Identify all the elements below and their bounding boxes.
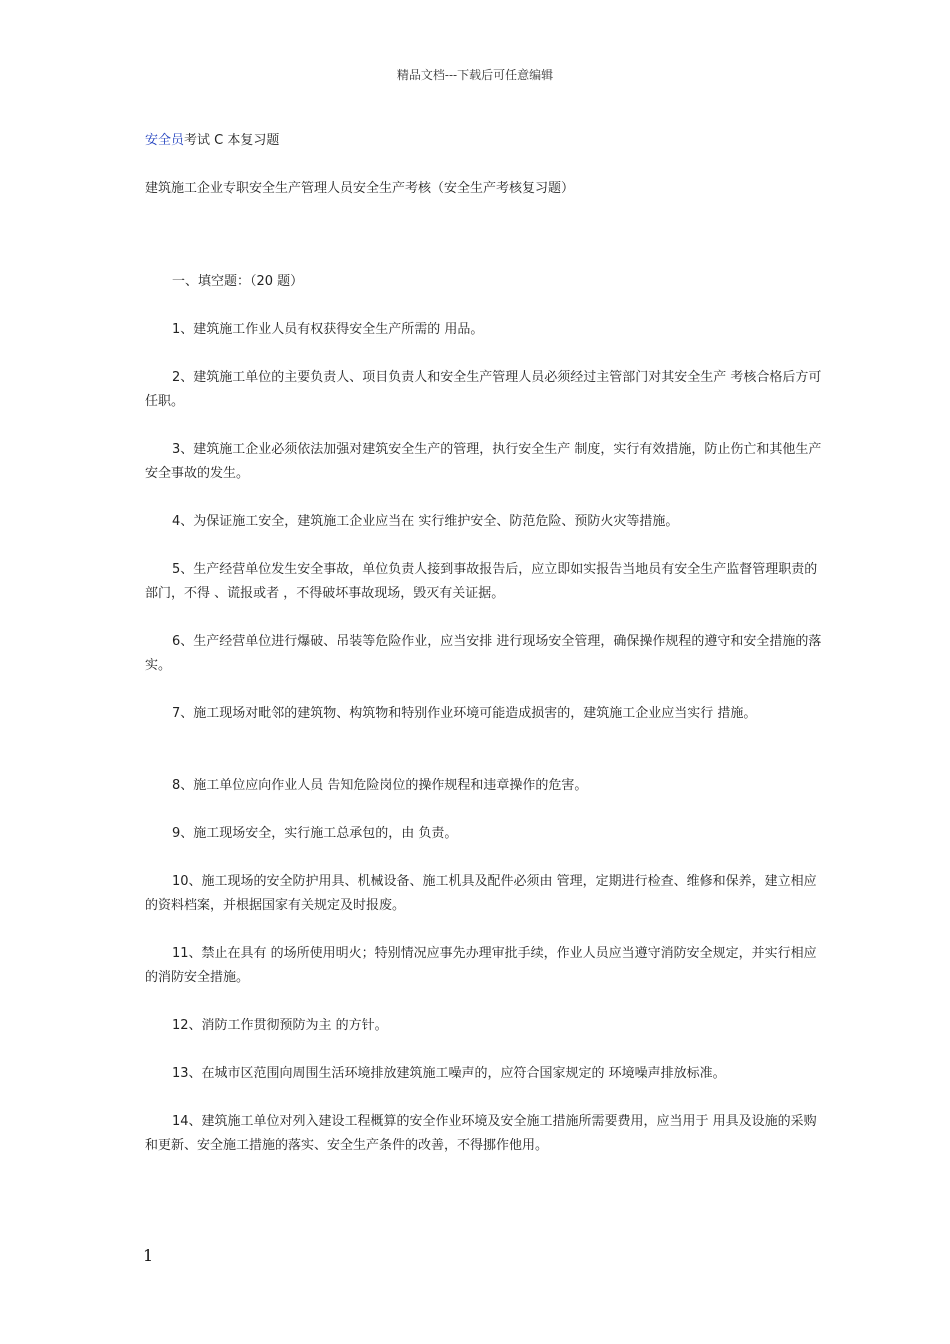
- question-item: 8、施工单位应向作业人员 告知危险岗位的操作规程和违章操作的危害。: [172, 778, 588, 793]
- document-subtitle: 建筑施工企业专职安全生产管理人员安全生产考核（安全生产考核复习题）: [145, 181, 575, 196]
- title-rest: 考试 C 本复习题: [184, 133, 280, 148]
- question-item: 1、建筑施工作业人员有权获得安全生产所需的 用品。: [172, 322, 484, 337]
- question-item: 10、施工现场的安全防护用具、机械设备、施工机具及配件必须由 管理，定期进行检查、维修和保养，建立相应的资料档案，并根据国家有关规定及时报废。: [145, 874, 817, 913]
- question-item: 5、生产经营单位发生安全事故，单位负责人接到事故报告后，应立即如实报告当地员有安全生产监督管理职责的部门，不得 、谎报或者 ，不得破坏事故现场，毁灭有关证据。: [145, 562, 818, 601]
- page-number: 1: [143, 1246, 154, 1265]
- document-body: [145, 270, 825, 1182]
- question-item: 3、建筑施工企业必须依法加强对建筑安全生产的管理，执行安全生产 制度，实行有效措施，防止伤亡和其他生产安全事故的发生。: [145, 442, 822, 481]
- question-item: 6、生产经营单位进行爆破、吊装等危险作业，应当安排 进行现场安全管理，确保操作规程的遵守和安全措施的落实。: [145, 634, 822, 673]
- document-title: [145, 129, 279, 148]
- title-link[interactable]: 安全员: [145, 133, 185, 148]
- section-heading: 一、填空题：（20 题）: [172, 274, 304, 289]
- question-item: 13、在城市区范围向周围生活环境排放建筑施工噪声的，应符合国家规定的 环境噪声排放标准。: [172, 1066, 726, 1081]
- question-item: 14、建筑施工单位对列入建设工程概算的安全作业环境及安全施工措施所需要费用，应当用于 用具及设施的采购和更新、安全施工措施的落实、安全生产条件的改善，不得挪作他用。: [145, 1114, 817, 1153]
- question-item: 2、建筑施工单位的主要负责人、项目负责人和安全生产管理人员必须经过主管部门对其安全生产 考核合格后方可任职。: [145, 370, 822, 409]
- question-item: 9、施工现场安全，实行施工总承包的，由 负责。: [172, 826, 458, 841]
- question-item: 12、消防工作贯彻预防为主 的方针。: [172, 1018, 388, 1033]
- question-item: 4、为保证施工安全，建筑施工企业应当在 实行维护安全、防范危险、预防火灾等措施。: [172, 514, 679, 529]
- page-header: 精品文档---下载后可任意编辑: [396, 68, 554, 82]
- question-item: 7、施工现场对毗邻的建筑物、构筑物和特别作业环境可能造成损害的，建筑施工企业应当实行 措施。: [172, 706, 757, 721]
- question-item: 11、禁止在具有 的场所使用明火；特别情况应事先办理审批手续，作业人员应当遵守消防安全规定，并实行相应的消防安全措施。: [145, 946, 817, 985]
